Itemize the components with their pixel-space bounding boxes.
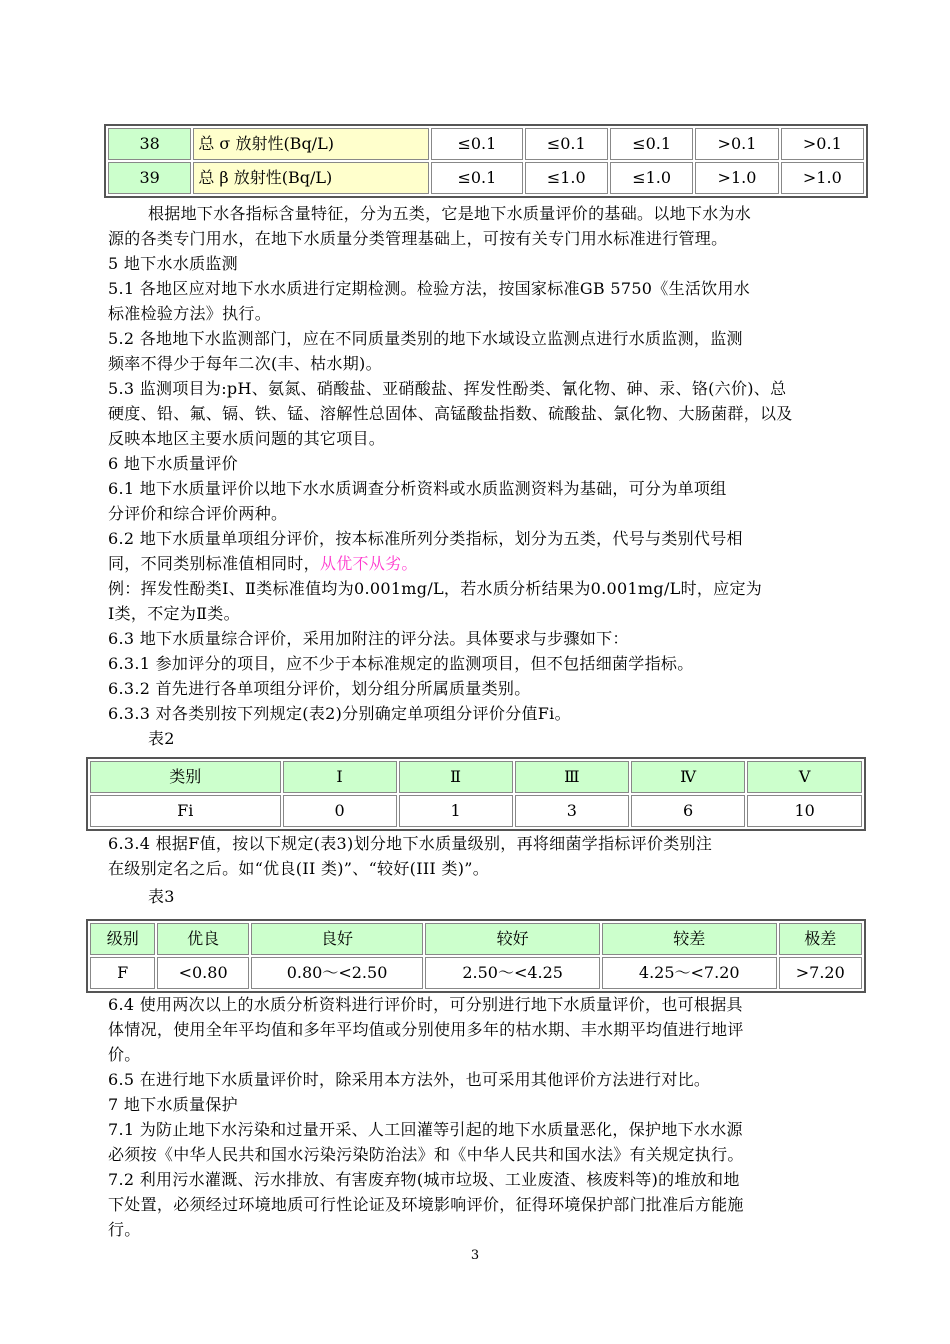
item-name: 总 σ 放射性(Bq/L) <box>193 128 429 160</box>
paragraph-line: 6.4 使用两次以上的水质分析资料进行评价时，可分别进行地下水质量评价，也可根据具 <box>108 995 743 1014</box>
paragraph-line: 行。 <box>108 1220 141 1239</box>
table-cell: 0 <box>283 795 397 827</box>
paragraph-line: 源的各类专门用水，在地下水质量分类管理基础上，可按有关专门用水标准进行管理。 <box>108 229 728 248</box>
column-header: 较差 <box>602 923 777 955</box>
table-caption: 表2 <box>148 729 175 748</box>
paragraph-line: 6.3.4 根据F值，按以下规定(表3)划分地下水质量级别，再将细菌学指标评价类别注 <box>108 834 713 853</box>
paragraph-line: 6.3.1 参加评分的项目，应不少于本标准规定的监测项目，但不包括细菌学指标。 <box>108 654 694 673</box>
table-cell: F <box>90 957 155 989</box>
column-header: 良好 <box>251 923 424 955</box>
class-value: ≤1.0 <box>610 162 693 194</box>
highlighted-text: 从优不从劣。 <box>319 554 418 573</box>
table-cell: 1 <box>399 795 513 827</box>
paragraph-line: 6.3.3 对各类别按下列规定(表2)分别确定单项组分评价分值Fi。 <box>108 704 571 723</box>
page-number: 3 <box>470 1248 480 1263</box>
column-header: Ⅲ <box>515 761 629 793</box>
paragraph-line: 必须按《中华人民共和国水污染污染防治法》和《中华人民共和国水法》有关规定执行。 <box>108 1145 744 1164</box>
table-row <box>90 795 862 827</box>
paragraph-line: 体情况，使用全年平均值和多年平均值或分别使用多年的枯水期、丰水期平均值进行地评 <box>108 1020 744 1039</box>
paragraph-line: 价。 <box>108 1045 141 1064</box>
section-heading: 6 地下水质量评价 <box>108 454 238 473</box>
paragraph-text: 同，不同类别标准值相同时， <box>108 554 320 573</box>
class-value: ≤0.1 <box>525 128 608 160</box>
paragraph-line: 6.5 在进行地下水质量评价时，除采用本方法外，也可采用其他评价方法进行对比。 <box>108 1070 711 1089</box>
class-value: ≤0.1 <box>431 162 522 194</box>
class-value: >1.0 <box>781 162 864 194</box>
table-cell: 4.25～<7.20 <box>602 957 777 989</box>
column-header: Ⅰ <box>283 761 397 793</box>
class-value: ≤1.0 <box>525 162 608 194</box>
column-header: 级别 <box>90 923 155 955</box>
paragraph-line: 6.1 地下水质量评价以地下水水质调查分析资料或水质监测资料为基础，可分为单项组 <box>108 479 727 498</box>
table-row <box>108 162 864 194</box>
paragraph-line: 5.3 监测项目为:pH、氨氮、硝酸盐、亚硝酸盐、挥发性酚类、氰化物、砷、汞、铬(六价)、总 <box>108 379 787 398</box>
class-value: >1.0 <box>695 162 778 194</box>
paragraph-line: 频率不得少于每年二次(丰、枯水期)。 <box>108 354 382 373</box>
paragraph-line: 6.2 地下水质量单项组分评价，按本标准所列分类指标，划分为五类，代号与类别代号相 <box>108 529 743 548</box>
column-header: Ⅳ <box>631 761 745 793</box>
paragraph-line: 6.3 地下水质量综合评价，采用加附注的评分法。具体要求与步骤如下： <box>108 629 629 648</box>
table-cell: 10 <box>747 795 862 827</box>
paragraph-line <box>108 551 418 577</box>
paragraph-line: 7.2 利用污水灌溉、污水排放、有害废弃物(城市垃圾、工业废渣、核废料等)的堆放和地 <box>108 1170 740 1189</box>
paragraph-line: 5.1 各地区应对地下水水质进行定期检测。检验方法，按国家标准GB 5750《生活饮用水 <box>108 279 751 298</box>
table-cell: >7.20 <box>779 957 862 989</box>
column-header: 较好 <box>425 923 600 955</box>
paragraph-line: 标准检验方法》执行。 <box>108 304 272 323</box>
column-header: 类别 <box>90 761 281 793</box>
paragraph-line: 在级别定名之后。如“优良(II 类)”、“较好(III 类)”。 <box>108 859 490 878</box>
paragraph-line: 6.3.2 首先进行各单项组分评价，划分组分所属质量类别。 <box>108 679 531 698</box>
paragraph-line: 分评价和综合评价两种。 <box>108 504 288 523</box>
table-row <box>90 957 862 989</box>
item-number: 38 <box>108 128 191 160</box>
column-header: 极差 <box>779 923 862 955</box>
paragraph-line: 下处置，必须经过环境地质可行性论证及环境影响评价，征得环境保护部门批准后方能施 <box>108 1195 744 1214</box>
table-cell: 6 <box>631 795 745 827</box>
class-value: ≤0.1 <box>610 128 693 160</box>
paragraph-line: 硬度、铅、氟、镉、铁、锰、溶解性总固体、高锰酸盐指数、硫酸盐、氯化物、大肠菌群，以及 <box>108 404 793 423</box>
table-cell: Fi <box>90 795 281 827</box>
table-header-row <box>90 923 862 955</box>
class-value: >0.1 <box>695 128 778 160</box>
column-header: 优良 <box>157 923 248 955</box>
table-row <box>108 128 864 160</box>
item-number: 39 <box>108 162 191 194</box>
paragraph-line: 反映本地区主要水质问题的其它项目。 <box>108 429 386 448</box>
item-name: 总 β 放射性(Bq/L) <box>193 162 429 194</box>
section-heading: 5 地下水水质监测 <box>108 254 238 273</box>
paragraph-line: 7.1 为防止地下水污染和过量开采、人工回灌等引起的地下水质量恶化，保护地下水水源 <box>108 1120 743 1139</box>
paragraph-line: 例：挥发性酚类Ⅰ、Ⅱ类标准值均为0.001mg/L，若水质分析结果为0.001mg/L时，应定为 <box>108 579 763 598</box>
section-heading: 7 地下水质量保护 <box>108 1095 238 1114</box>
table-cell: 2.50～<4.25 <box>425 957 600 989</box>
table-cell: 0.80～<2.50 <box>251 957 424 989</box>
table-caption: 表3 <box>148 887 175 906</box>
paragraph-line: 根据地下水各指标含量特征，分为五类，它是地下水质量评价的基础。以地下水为水 <box>148 204 752 223</box>
paragraph-line: Ⅰ类，不定为Ⅱ类。 <box>108 604 240 623</box>
table-header-row <box>90 761 862 793</box>
column-header: Ⅱ <box>399 761 513 793</box>
table-cell: <0.80 <box>157 957 248 989</box>
quality-grade-table <box>86 919 866 993</box>
class-value: ≤0.1 <box>431 128 522 160</box>
column-header: Ⅴ <box>747 761 862 793</box>
table-cell: 3 <box>515 795 629 827</box>
class-value: >0.1 <box>781 128 864 160</box>
paragraph-line: 5.2 各地地下水监测部门，应在不同质量类别的地下水域设立监测点进行水质监测，监测 <box>108 329 743 348</box>
radioactivity-table <box>104 124 868 198</box>
fi-score-table <box>86 757 866 831</box>
